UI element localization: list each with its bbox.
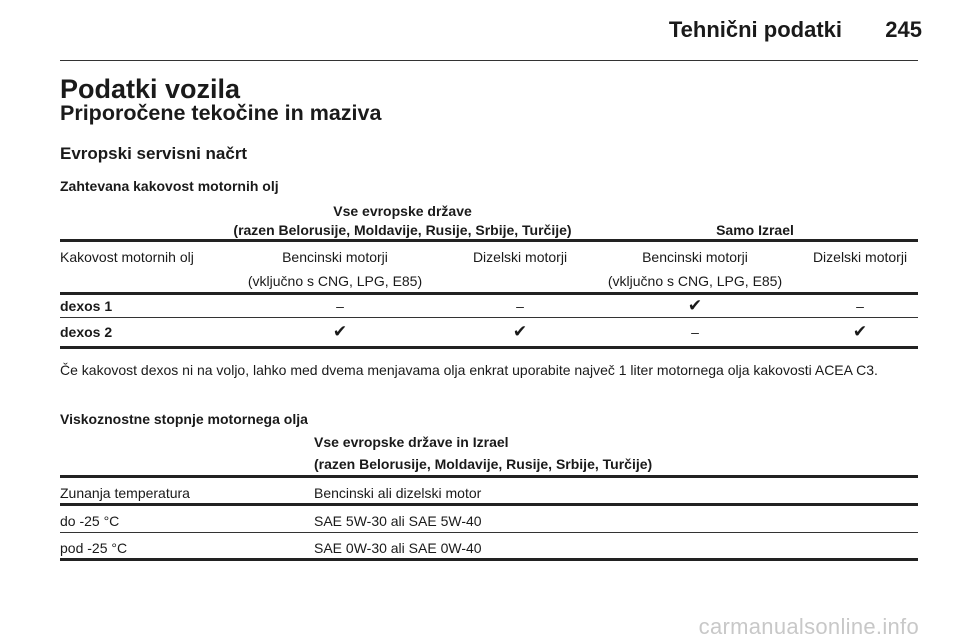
oil-table-israel-header: Samo Izrael — [716, 222, 794, 238]
oil-row-cell: ✔ — [687, 296, 703, 315]
viscosity-heading: Viskoznostne stopnje motornega olja — [60, 411, 308, 427]
visc-row-temp: do -25 °C — [60, 513, 120, 529]
plan-title: Evropski servisni načrt — [60, 144, 248, 163]
oil-row-cell: – — [856, 298, 864, 314]
visc-table-rule-head — [60, 503, 918, 506]
section-title: Podatki vozila — [60, 74, 241, 104]
visc-group-header-line2: (razen Belorusije, Moldavije, Rusije, Srbije, Turčije) — [314, 456, 653, 472]
oil-row-label: dexos 1 — [60, 298, 113, 314]
oil-col-diesel: Dizelski motorji — [472, 249, 568, 265]
visc-table-rule-top — [60, 475, 918, 478]
running-header-title: Tehnični podatki — [668, 17, 842, 42]
oil-col-petrol-israel-sub: (vključno s CNG, LPG, E85) — [607, 273, 783, 289]
visc-row-grade: SAE 0W-30 ali SAE 0W-40 — [314, 540, 482, 556]
oil-row-cell: – — [691, 324, 699, 340]
header-divider — [60, 60, 918, 61]
oil-table-group-header-line2: (razen Belorusije, Moldavije, Rusije, Srbije, Turčije) — [233, 222, 572, 238]
dexos-note: Če kakovost dexos ni na voljo, lahko med dvema menjavama olja enkrat uporabite največ 1 liter motornega olja kakovosti ACEA C3. — [60, 362, 878, 378]
oil-table-rule-head — [60, 292, 918, 295]
visc-row-grade: SAE 5W-30 ali SAE 5W-40 — [314, 513, 482, 529]
oil-col-petrol: Bencinski motorji — [282, 249, 388, 265]
oil-row-cell: – — [336, 298, 344, 314]
visc-group-header-line1: Vse evropske države in Izrael — [314, 434, 509, 450]
oil-quality-heading: Zahtevana kakovost motornih olj — [60, 178, 279, 194]
oil-col-diesel-israel: Dizelski motorji — [812, 249, 908, 265]
oil-row-cell: ✔ — [332, 322, 348, 341]
oil-col-petrol-israel: Bencinski motorji — [642, 249, 748, 265]
oil-table-row-divider — [60, 317, 918, 318]
visc-col-temp: Zunanja temperatura — [60, 485, 190, 501]
page-number: 245 — [885, 17, 922, 42]
oil-row-cell: ✔ — [852, 322, 868, 341]
oil-row-label: dexos 2 — [60, 324, 113, 340]
oil-row-cell: – — [516, 298, 524, 314]
oil-row-cell: ✔ — [512, 322, 528, 341]
oil-col-petrol-sub: (vključno s CNG, LPG, E85) — [247, 273, 423, 289]
oil-table-rule-top — [60, 239, 918, 242]
oil-table-rule-bottom — [60, 346, 918, 349]
subsection-title: Priporočene tekočine in maziva — [60, 101, 382, 125]
oil-col-label: Kakovost motornih olj — [60, 249, 194, 265]
visc-table-rule-bottom — [60, 558, 918, 561]
watermark: carmanualsonline.info — [698, 614, 919, 639]
visc-col-engine: Bencinski ali dizelski motor — [314, 485, 482, 501]
visc-row-temp: pod -25 °C — [60, 540, 128, 556]
oil-table-group-header-line1: Vse evropske države — [333, 203, 472, 219]
visc-table-row-divider — [60, 532, 918, 533]
